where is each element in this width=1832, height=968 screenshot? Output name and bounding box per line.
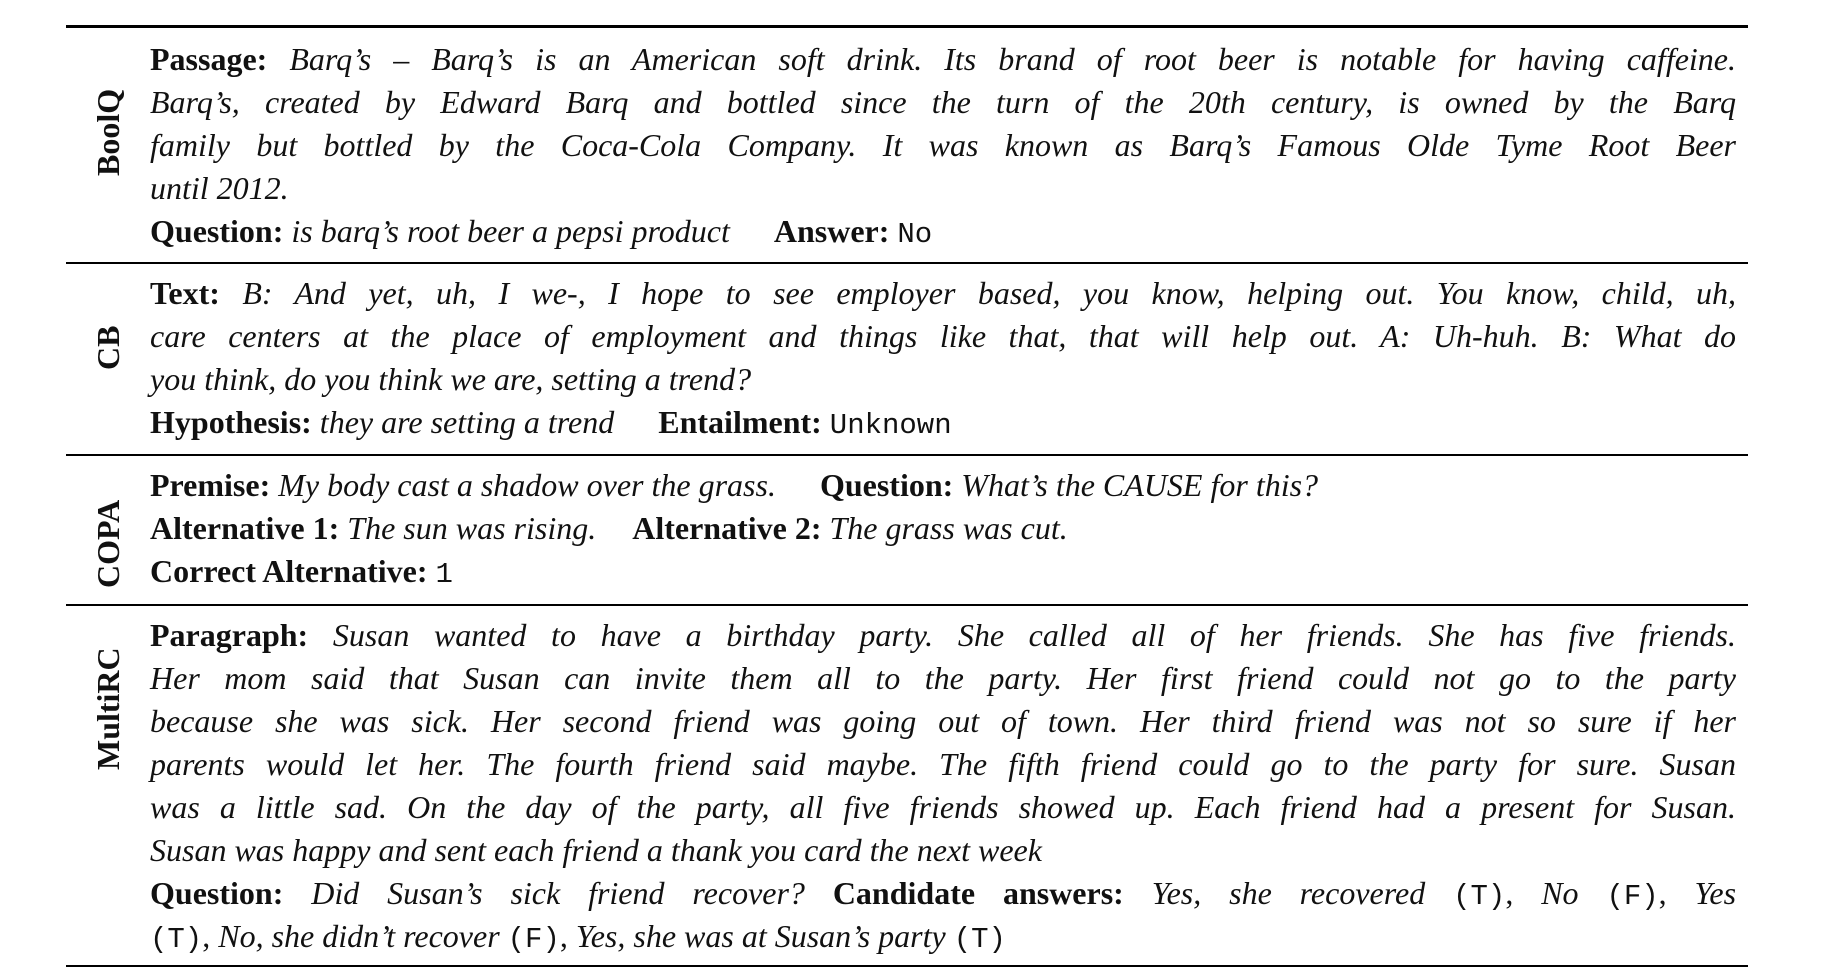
text-line-2: care centers at the place of employment and things like that, that will help out. A: Uh-huh. B: What do	[150, 318, 1736, 354]
question-text: is barq’s root beer a pepsi product	[291, 213, 730, 249]
multirc-question-line: Question: Did Susan’s sick friend recover? Candidate answers: Yes, she recovered (T), No (F), Yes	[150, 875, 1737, 913]
multirc-content	[150, 614, 1736, 958]
candidate-answer: Yes, she was at Susan’s party	[575, 918, 946, 954]
candidate-label: (T)	[1453, 880, 1506, 913]
passage-line-1: Passage: Barq’s – Barq’s is an American soft drink. Its brand of root beer is notable for having caffeine.	[150, 41, 1737, 77]
copa-content	[150, 464, 1736, 593]
candidate-label: (F)	[507, 923, 560, 956]
boolq-example	[66, 28, 1748, 262]
boolq-label: BoolQ	[90, 88, 126, 176]
premise-key: Premise:	[150, 467, 271, 503]
multirc-candidates-line: (T), No, she didn’t recover (F), Yes, she was at Susan’s party (T)	[150, 918, 1006, 956]
multirc-question-key: Question:	[150, 875, 284, 911]
copa-alternatives-line	[150, 507, 1736, 550]
boolq-content	[150, 38, 1736, 253]
text-key: Text:	[150, 275, 220, 311]
alt2-text: The grass was cut.	[829, 510, 1068, 546]
cb-content	[150, 272, 1736, 444]
correct-key: Correct Alternative:	[150, 553, 428, 589]
cb-label: CB	[90, 325, 126, 370]
candidate-answer: No, she didn’t recover	[218, 918, 500, 954]
correct-value: 1	[435, 558, 453, 591]
copa-premise-line	[150, 464, 1736, 507]
paragraph-key: Paragraph:	[150, 617, 309, 653]
candidate-label: (T)	[953, 923, 1006, 956]
alt1-key: Alternative 1:	[150, 510, 340, 546]
paragraph-line-2: Her mom said that Susan can invite them all to the party. Her first friend could not go to the party	[150, 660, 1736, 696]
bottom-rule	[66, 965, 1748, 967]
multirc-question-text: Did Susan’s sick friend recover?	[311, 875, 805, 911]
paragraph-line-4: parents would let her. The fourth friend said maybe. The fifth friend could go to the party for sure. Susan	[150, 746, 1736, 782]
answer-value: No	[897, 218, 933, 251]
candidates-key: Candidate answers:	[832, 875, 1124, 911]
multirc-example	[66, 606, 1748, 965]
candidate-label: (T)	[150, 923, 203, 956]
candidate-answer: Yes	[1694, 875, 1737, 911]
alt2-key: Alternative 2:	[632, 510, 822, 546]
text-line-1: Text: B: And yet, uh, I we-, I hope to see employer based, you know, helping out. You know, child, uh,	[150, 275, 1737, 311]
copa-question-key: Question:	[819, 467, 954, 503]
passage-line-3: family but bottled by the Coca-Cola Company. It was known as Barq’s Famous Olde Tyme Root Beer	[150, 127, 1736, 163]
copa-correct-line	[150, 550, 1736, 593]
copa-example	[66, 456, 1748, 604]
candidate-answer: No	[1541, 875, 1579, 911]
candidate-label: (F)	[1606, 880, 1659, 913]
passage-key: Passage:	[150, 41, 268, 77]
copa-question-text: What’s the CAUSE for this?	[961, 467, 1319, 503]
passage-line-2: Barq’s, created by Edward Barq and bottled since the turn of the 20th century, is owned by the Barq	[150, 84, 1736, 120]
paragraph-line-3: because she was sick. Her second friend was going out of town. Her third friend was not so sure if her	[150, 703, 1736, 739]
multirc-label: MultiRC	[90, 647, 126, 770]
paragraph-line-6: Susan was happy and sent each friend a thank you card the next week	[150, 832, 1042, 868]
passage-line-4: until 2012.	[150, 170, 289, 206]
copa-label: COPA	[90, 499, 126, 588]
answer-key: Answer:	[773, 213, 890, 249]
text-line-3: you think, do you think we are, setting a trend?	[150, 361, 752, 397]
candidate-answer: Yes, she recovered	[1151, 875, 1426, 911]
hypothesis-text: they are setting a trend	[319, 404, 615, 440]
boolq-qa-line	[150, 210, 1736, 253]
cb-example	[66, 264, 1748, 454]
alt1-text: The sun was rising.	[347, 510, 597, 546]
premise-text: My body cast a shadow over the grass.	[278, 467, 776, 503]
paragraph-line-5: was a little sad. On the day of the party, all five friends showed up. Each friend had a present for Susan.	[150, 789, 1736, 825]
paragraph-line-1: Paragraph: Susan wanted to have a birthday party. She called all of her friends. She has five friends.	[150, 617, 1737, 653]
cb-hypothesis-line	[150, 401, 1736, 444]
hypothesis-key: Hypothesis:	[150, 404, 312, 440]
entailment-key: Entailment:	[658, 404, 822, 440]
entailment-value: Unknown	[829, 409, 952, 442]
question-key: Question:	[150, 213, 284, 249]
